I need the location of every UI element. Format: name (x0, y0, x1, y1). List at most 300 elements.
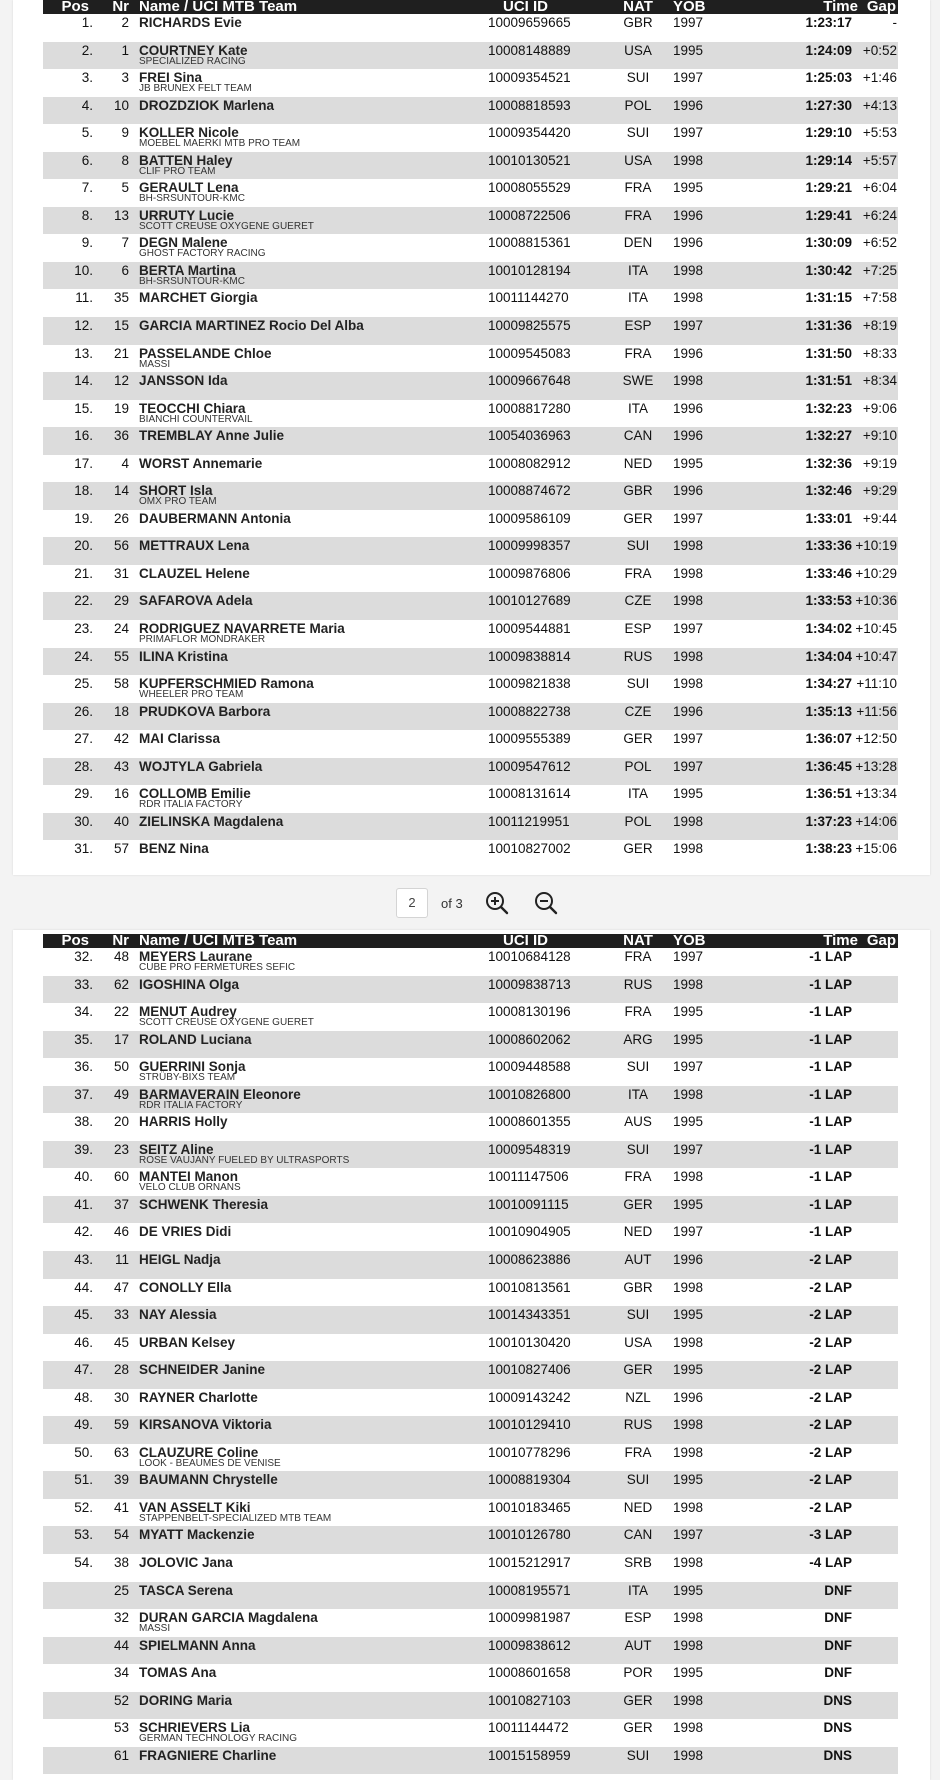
cell-time: DNS (823, 1747, 852, 1763)
results-table-1 (43, 0, 898, 868)
cell-nat: POL (624, 813, 652, 829)
cell-time: -4 LAP (809, 1555, 852, 1571)
cell-nat: FRA (624, 180, 652, 196)
cell-nr: 48 (113, 949, 129, 964)
cell-nat: GER (623, 1692, 653, 1708)
cell-uci-id: 10009544881 (488, 621, 571, 637)
cell-yob: 1998 (673, 976, 704, 992)
results-page-2 (13, 930, 930, 1780)
header-gap: Gap (866, 934, 896, 948)
cell-yob: 1996 (673, 345, 704, 361)
cell-pos: 12. (74, 318, 93, 334)
cell-gap: +14:06 (855, 813, 897, 829)
cell-pos: 52. (74, 1499, 93, 1515)
cell-nr: 53 (113, 1720, 129, 1736)
cell-nat: SUI (626, 1747, 650, 1763)
cell-name: SCHWENK Theresia (139, 1196, 269, 1212)
cell-yob: 1997 (673, 318, 704, 334)
cell-name: MEYERS Laurane (139, 949, 253, 964)
cell-nat: FRA (624, 1169, 652, 1185)
cell-nr: 46 (113, 1224, 129, 1240)
cell-uci-id: 10009586109 (488, 510, 571, 526)
cell-team: JB BRUNEX FELT TEAM (139, 83, 252, 95)
cell-nr: 29 (113, 593, 129, 609)
cell-name: GARCIA MARTINEZ Rocio Del Alba (139, 318, 364, 334)
cell-name: BENZ Nina (139, 841, 209, 857)
cell-time: DNF (824, 1610, 852, 1626)
cell-pos: 28. (74, 758, 93, 774)
cell-nr: 44 (113, 1637, 129, 1653)
cell-nr: 26 (113, 510, 129, 526)
table-row (43, 1086, 898, 1114)
cell-pos: 30. (74, 813, 93, 829)
cell-nr: 63 (113, 1444, 129, 1460)
cell-gap: +10:47 (855, 648, 897, 664)
table-row (43, 1692, 898, 1720)
cell-time: -1 LAP (809, 1141, 852, 1157)
table-row (43, 758, 898, 786)
table-row (43, 234, 898, 262)
cell-nat: DEN (623, 235, 653, 251)
cell-nat: ARG (623, 1031, 653, 1047)
cell-nat: ITA (628, 400, 648, 416)
cell-yob: 1998 (673, 1169, 704, 1185)
cell-pos: 14. (74, 373, 93, 389)
cell-uci-id: 10009981987 (488, 1610, 571, 1626)
results-page-1 (13, 0, 930, 875)
cell-nat: SUI (626, 125, 650, 141)
cell-nr: 10 (113, 97, 129, 113)
cell-gap: +13:28 (855, 758, 897, 774)
cell-gap: +10:19 (855, 538, 897, 554)
cell-nr: 60 (113, 1169, 129, 1185)
table-row (43, 42, 898, 70)
cell-nat: ESP (624, 1610, 652, 1626)
cell-nat: GER (623, 510, 653, 526)
cell-uci-id: 10009838814 (488, 648, 571, 664)
cell-pos: 49. (74, 1417, 93, 1433)
cell-gap: +8:19 (862, 318, 897, 334)
header-name: Name / UCI MTB Team (139, 0, 298, 14)
header-pos: Pos (61, 0, 89, 14)
cell-nr: 61 (113, 1747, 129, 1763)
cell-pos: 23. (74, 621, 93, 637)
cell-nat: POR (623, 1665, 653, 1681)
table-row (43, 510, 898, 538)
header-gap: Gap (866, 0, 896, 14)
zoom-out-icon[interactable] (533, 890, 559, 916)
cell-uci-id: 10009998357 (488, 538, 571, 554)
cell-yob: 1997 (673, 125, 704, 141)
table-row (43, 345, 898, 373)
cell-pos: 2. (81, 42, 93, 58)
cell-nat: ESP (624, 621, 652, 637)
cell-yob: 1995 (673, 1665, 704, 1681)
cell-gap: +9:19 (862, 455, 897, 471)
cell-pos: 3. (81, 70, 93, 86)
table-row (43, 730, 898, 758)
cell-uci-id: 10015212917 (488, 1555, 571, 1571)
cell-nr: 12 (113, 373, 129, 389)
cell-nat: USA (624, 42, 652, 58)
cell-yob: 1995 (673, 455, 704, 471)
cell-nat: GER (623, 1196, 653, 1212)
cell-name: RICHARDS Evie (139, 15, 242, 30)
cell-team: GERMAN TECHNOLOGY RACING (139, 1733, 297, 1745)
cell-nr: 59 (113, 1417, 129, 1433)
table-row (43, 1279, 898, 1307)
cell-nr: 37 (113, 1196, 129, 1212)
cell-yob: 1995 (673, 786, 704, 802)
cell-uci-id: 10008722506 (488, 207, 571, 223)
cell-nat: SWE (622, 373, 654, 389)
cell-nr: 52 (113, 1692, 129, 1708)
cell-time: 1:31:51 (805, 373, 852, 389)
cell-gap: +11:56 (856, 703, 897, 719)
cell-time: 1:25:03 (805, 70, 852, 86)
cell-gap: +8:34 (862, 373, 897, 389)
header-time: Time (823, 934, 858, 948)
cell-nat: NZL (625, 1389, 651, 1405)
cell-pos: 26. (74, 703, 93, 719)
cell-uci-id: 10008601355 (488, 1114, 571, 1130)
cell-time: 1:38:23 (805, 841, 852, 857)
cell-team: BH-SRSUNTOUR-KMC (139, 193, 245, 205)
cell-yob: 1996 (673, 400, 704, 416)
cell-uci-id: 10054036963 (488, 428, 571, 444)
header-time: Time (823, 0, 858, 14)
cell-time: DNF (824, 1582, 852, 1598)
cell-time: DNF (824, 1637, 852, 1653)
cell-pos: 42. (74, 1224, 93, 1240)
cell-pos: 7. (81, 180, 93, 196)
cell-team: SCOTT CREUSE OXYGENE GUERET (139, 1017, 314, 1029)
cell-pos: 40. (74, 1169, 93, 1185)
cell-nat: GBR (623, 483, 653, 499)
cell-gap: +6:24 (862, 207, 897, 223)
cell-uci-id: 10010826800 (488, 1086, 571, 1102)
cell-time: -2 LAP (809, 1334, 852, 1350)
cell-nat: AUS (624, 1114, 652, 1130)
cell-uci-id: 10008082912 (488, 455, 571, 471)
cell-name: CLAUZEL Helene (139, 565, 250, 581)
cell-team: PRIMAFLOR MONDRAKER (139, 634, 266, 646)
cell-pos: 16. (74, 428, 93, 444)
cell-name: FREI Sina (139, 70, 203, 86)
table-row (43, 1471, 898, 1499)
page-number-input[interactable]: 2 (396, 888, 428, 918)
cell-time: -2 LAP (809, 1417, 852, 1433)
cell-nr: 30 (113, 1389, 129, 1405)
cell-nat: GBR (623, 15, 653, 30)
cell-name: WORST Annemarie (139, 455, 263, 471)
cell-nr: 62 (113, 976, 129, 992)
cell-pos: 35. (74, 1031, 93, 1047)
cell-yob: 1997 (673, 1527, 704, 1543)
cell-gap: +10:36 (855, 593, 897, 609)
cell-time: 1:31:50 (805, 345, 852, 361)
cell-name: PASSELANDE Chloe (139, 345, 272, 361)
cell-time: -1 LAP (809, 1169, 852, 1185)
cell-yob: 1998 (673, 538, 704, 554)
header-nat: NAT (623, 934, 653, 948)
cell-time: -2 LAP (809, 1307, 852, 1323)
cell-nat: AUT (624, 1252, 652, 1268)
table-header (43, 934, 898, 948)
cell-uci-id: 10009825575 (488, 318, 571, 334)
cell-nat: USA (624, 152, 652, 168)
cell-name: CLAUZURE Coline (139, 1444, 259, 1460)
cell-uci-id: 10015158959 (488, 1747, 571, 1763)
table-row (43, 179, 898, 207)
cell-name: GERAULT Lena (139, 180, 239, 196)
zoom-in-icon[interactable] (484, 890, 510, 916)
table-row (43, 317, 898, 345)
cell-nr: 36 (113, 428, 129, 444)
cell-nat: FRA (624, 1004, 652, 1020)
cell-pos: 46. (74, 1334, 93, 1350)
cell-nr: 18 (113, 703, 129, 719)
cell-nr: 2 (121, 15, 129, 30)
cell-uci-id: 10008130196 (488, 1004, 571, 1020)
cell-yob: 1997 (673, 1059, 704, 1075)
cell-pos: 54. (74, 1555, 93, 1571)
cell-nat: GER (623, 1362, 653, 1378)
cell-nat: GBR (623, 1279, 653, 1295)
cell-pos: 27. (74, 731, 93, 747)
cell-name: MENUT Audrey (139, 1004, 237, 1020)
cell-nr: 23 (113, 1141, 129, 1157)
cell-nat: SUI (626, 1307, 650, 1323)
cell-nr: 17 (113, 1031, 129, 1047)
cell-time: -1 LAP (809, 1086, 852, 1102)
cell-name: SCHRIEVERS Lia (139, 1720, 251, 1736)
cell-nat: SRB (624, 1555, 652, 1571)
cell-time: 1:36:45 (805, 758, 852, 774)
pdf-toolbar (0, 888, 940, 920)
cell-uci-id: 10009838713 (488, 976, 571, 992)
cell-uci-id: 10009354521 (488, 70, 571, 86)
table-row (43, 1141, 898, 1169)
cell-yob: 1995 (673, 1196, 704, 1212)
cell-name: SHORT Isla (139, 483, 213, 499)
table-row (43, 813, 898, 841)
cell-time: 1:32:46 (805, 483, 852, 499)
table-body (43, 948, 898, 1774)
cell-pos: 53. (74, 1527, 93, 1543)
cell-time: 1:34:27 (805, 676, 852, 692)
cell-uci-id: 10011219951 (488, 813, 570, 829)
cell-pos: 31. (74, 841, 93, 857)
cell-nr: 7 (121, 235, 129, 251)
cell-nat: ITA (628, 1086, 648, 1102)
cell-name: BAUMANN Chrystelle (139, 1472, 278, 1488)
cell-yob: 1998 (673, 1279, 704, 1295)
cell-time: -2 LAP (809, 1499, 852, 1515)
cell-gap: +4:13 (862, 97, 897, 113)
table-row (43, 1719, 898, 1747)
table-row (43, 620, 898, 648)
cell-name: ROLAND Luciana (139, 1031, 252, 1047)
cell-yob: 1998 (673, 1747, 704, 1763)
cell-time: -1 LAP (809, 1224, 852, 1240)
cell-name: RAYNER Charlotte (139, 1389, 258, 1405)
cell-yob: 1997 (673, 1224, 704, 1240)
cell-time: -2 LAP (809, 1472, 852, 1488)
cell-name: MARCHET Giorgia (139, 290, 258, 306)
table-row (43, 289, 898, 317)
cell-name: MANTEI Manon (139, 1169, 238, 1185)
cell-yob: 1997 (673, 1141, 704, 1157)
cell-time: -2 LAP (809, 1389, 852, 1405)
table-row (43, 592, 898, 620)
cell-team: WHEELER PRO TEAM (139, 689, 244, 701)
cell-nat: CZE (624, 593, 652, 609)
cell-pos: 13. (74, 345, 93, 361)
cell-yob: 1995 (673, 1582, 704, 1598)
cell-name: WOJTYLA Gabriela (139, 758, 263, 774)
cell-team: CLIF PRO TEAM (139, 165, 216, 177)
cell-name: SCHNEIDER Janine (139, 1362, 266, 1378)
table-header (43, 0, 898, 14)
cell-nr: 35 (113, 290, 129, 306)
cell-yob: 1995 (673, 42, 704, 58)
cell-yob: 1996 (673, 1252, 704, 1268)
cell-pos: 24. (74, 648, 93, 664)
cell-nat: ITA (628, 290, 648, 306)
cell-name: COLLOMB Emilie (139, 786, 251, 802)
cell-team: CUBE PRO FERMETURES SEFIC (139, 962, 296, 973)
cell-yob: 1996 (673, 483, 704, 499)
cell-yob: 1998 (673, 262, 704, 278)
cell-pos: 29. (74, 786, 93, 802)
cell-yob: 1996 (673, 703, 704, 719)
cell-uci-id: 10008195571 (488, 1582, 571, 1598)
cell-name: NAY Alessia (139, 1307, 217, 1323)
cell-nat: ESP (624, 318, 652, 334)
cell-name: KOLLER Nicole (139, 125, 239, 141)
cell-yob: 1998 (673, 1334, 704, 1350)
cell-uci-id: 10008822738 (488, 703, 571, 719)
cell-time: 1:36:07 (805, 731, 852, 747)
table-row (43, 1637, 898, 1665)
cell-nr: 43 (113, 758, 129, 774)
cell-gap: +13:34 (855, 786, 897, 802)
cell-yob: 1997 (673, 15, 704, 30)
cell-yob: 1998 (673, 565, 704, 581)
cell-nat: CAN (623, 428, 653, 444)
cell-uci-id: 10008148889 (488, 42, 571, 58)
cell-nr: 24 (113, 621, 129, 637)
table-row (43, 427, 898, 455)
cell-uci-id: 10010130420 (488, 1334, 571, 1350)
cell-yob: 1998 (673, 813, 704, 829)
header-nr: Nr (112, 0, 129, 14)
cell-team: MASSI (139, 1623, 171, 1635)
table-row (43, 1334, 898, 1362)
cell-nr: 9 (121, 125, 129, 141)
cell-time: 1:33:01 (805, 510, 852, 526)
cell-nat: GER (623, 841, 653, 857)
cell-name: DROZDZIOK Marlena (139, 97, 275, 113)
cell-pos: 8. (81, 207, 93, 223)
table-row (43, 1444, 898, 1472)
cell-gap: +1:46 (862, 70, 897, 86)
cell-nat: NED (623, 1499, 653, 1515)
cell-yob: 1996 (673, 428, 704, 444)
cell-gap: +8:33 (862, 345, 897, 361)
cell-name: JOLOVIC Jana (139, 1555, 233, 1571)
cell-time: 1:32:27 (805, 428, 852, 444)
cell-time: 1:32:23 (805, 400, 852, 416)
cell-pos: 5. (81, 125, 93, 141)
cell-nr: 31 (113, 565, 129, 581)
cell-team: MOEBEL MAERKI MTB PRO TEAM (139, 138, 301, 150)
cell-pos: 48. (74, 1389, 93, 1405)
table-row (43, 565, 898, 593)
table-row (43, 1389, 898, 1417)
cell-gap: +10:29 (855, 565, 897, 581)
cell-uci-id: 10010827103 (488, 1692, 571, 1708)
cell-nat: CZE (624, 703, 652, 719)
cell-nr: 56 (113, 538, 129, 554)
cell-nat: ITA (628, 786, 648, 802)
cell-team: SCOTT CREUSE OXYGENE GUERET (139, 220, 314, 232)
header-pos: Pos (61, 934, 89, 948)
cell-time: DNS (823, 1692, 852, 1708)
table-row (43, 1554, 898, 1582)
cell-name: IGOSHINA Olga (139, 976, 240, 992)
cell-name: SEITZ Aline (139, 1141, 214, 1157)
cell-uci-id: 10009143242 (488, 1389, 571, 1405)
cell-yob: 1996 (673, 235, 704, 251)
cell-name: MYATT Mackenzie (139, 1527, 255, 1543)
cell-name: DORING Maria (139, 1692, 233, 1708)
cell-pos: 19. (74, 510, 93, 526)
cell-uci-id: 10009545083 (488, 345, 571, 361)
cell-name: HARRIS Holly (139, 1114, 228, 1130)
cell-yob: 1997 (673, 949, 704, 964)
cell-nr: 33 (113, 1307, 129, 1323)
cell-pos: 50. (74, 1444, 93, 1460)
cell-time: -1 LAP (809, 976, 852, 992)
cell-pos: 17. (74, 455, 93, 471)
table-row (43, 1747, 898, 1775)
header-name: Name / UCI MTB Team (139, 934, 298, 948)
cell-uci-id: 10008602062 (488, 1031, 571, 1047)
cell-time: DNS (823, 1720, 852, 1736)
cell-name: BATTEN Haley (139, 152, 233, 168)
cell-team: SPECIALIZED RACING (139, 55, 246, 67)
table-row (43, 785, 898, 813)
cell-time: 1:31:36 (805, 318, 852, 334)
cell-yob: 1998 (673, 290, 704, 306)
cell-nr: 20 (113, 1114, 129, 1130)
cell-nat: RUS (623, 1417, 653, 1433)
table-row (43, 648, 898, 676)
cell-nat: CAN (623, 1527, 653, 1543)
cell-yob: 1995 (673, 1307, 704, 1323)
cell-time: 1:29:14 (805, 152, 852, 168)
cell-yob: 1997 (673, 621, 704, 637)
cell-gap: +7:25 (862, 262, 897, 278)
cell-nr: 4 (121, 455, 129, 471)
cell-name: KUPFERSCHMIED Ramona (139, 676, 314, 692)
cell-uci-id: 10010183465 (488, 1499, 571, 1515)
cell-nr: 49 (113, 1086, 129, 1102)
table-row (43, 1361, 898, 1389)
table-row (43, 372, 898, 400)
